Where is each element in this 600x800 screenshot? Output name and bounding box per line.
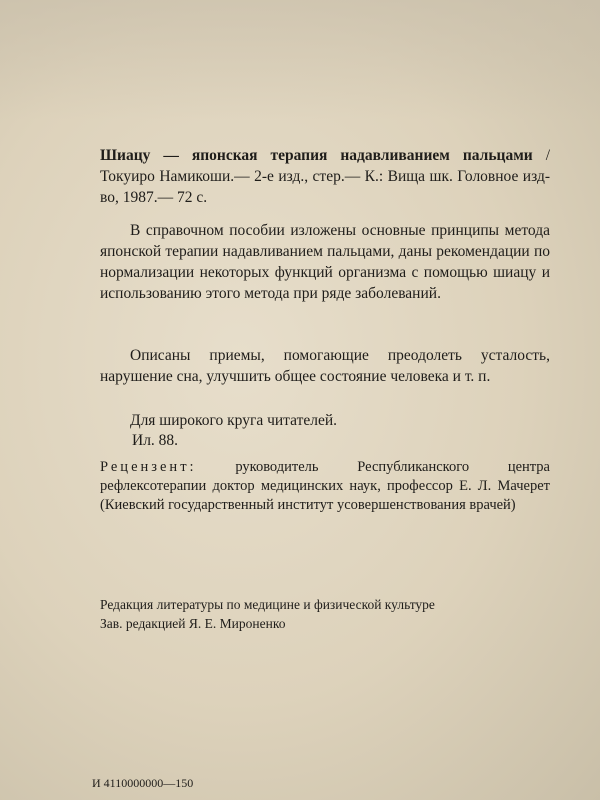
reviewer-details: руководитель Республиканского центра рефлексотерапии доктор медицинских наук, профессор Е. Л. Мачерет (Киевский государственный институт усовершенствования врачей) [100,459,550,513]
illustrations-count [132,430,582,451]
reviewer-label: Рецензент: [100,459,197,475]
reviewer-block [100,458,550,515]
audience-text: Для широкого круга читателей. [130,412,338,429]
editorial-line-2: Зав. редакцией Я. Е. Мироненко [100,616,286,631]
audience-note [100,410,550,431]
reviewer-text [100,458,550,515]
annotation [100,220,550,304]
book-title: Шиацу — японская терапия надавливанием пальцами [100,147,533,164]
annotation-paragraph-2: Описаны приемы, помогающие преодолеть усталость, нарушение сна, улучшить общее состояние человека и т. п. [100,347,550,385]
page-shadow [0,0,600,120]
illustrations-text: Ил. 88. [132,432,179,449]
editorial-block [100,595,550,633]
catalog-code-text: И 4110000000—150 [92,776,194,790]
catalog-code [92,773,542,794]
citation-details: / Токуиро Намикоши.— 2-е изд., стер.— К.: Вища шк. Головное изд-во, 1987.— 72 с. [100,147,550,206]
citation-text [100,145,550,208]
annotation-paragraph-1: В справочном пособии изложены основные принципы метода японской терапии надавливанием пальцами, даны рекомендации по нормализации некоторых функций организма с помощью шиацу и использованию этого метода при ряде заболеваний. [100,222,550,302]
annotation-2 [100,345,550,387]
bibliographic-citation [100,145,550,208]
editorial-line-1: Редакция литературы по медицине и физической культуре [100,597,435,612]
